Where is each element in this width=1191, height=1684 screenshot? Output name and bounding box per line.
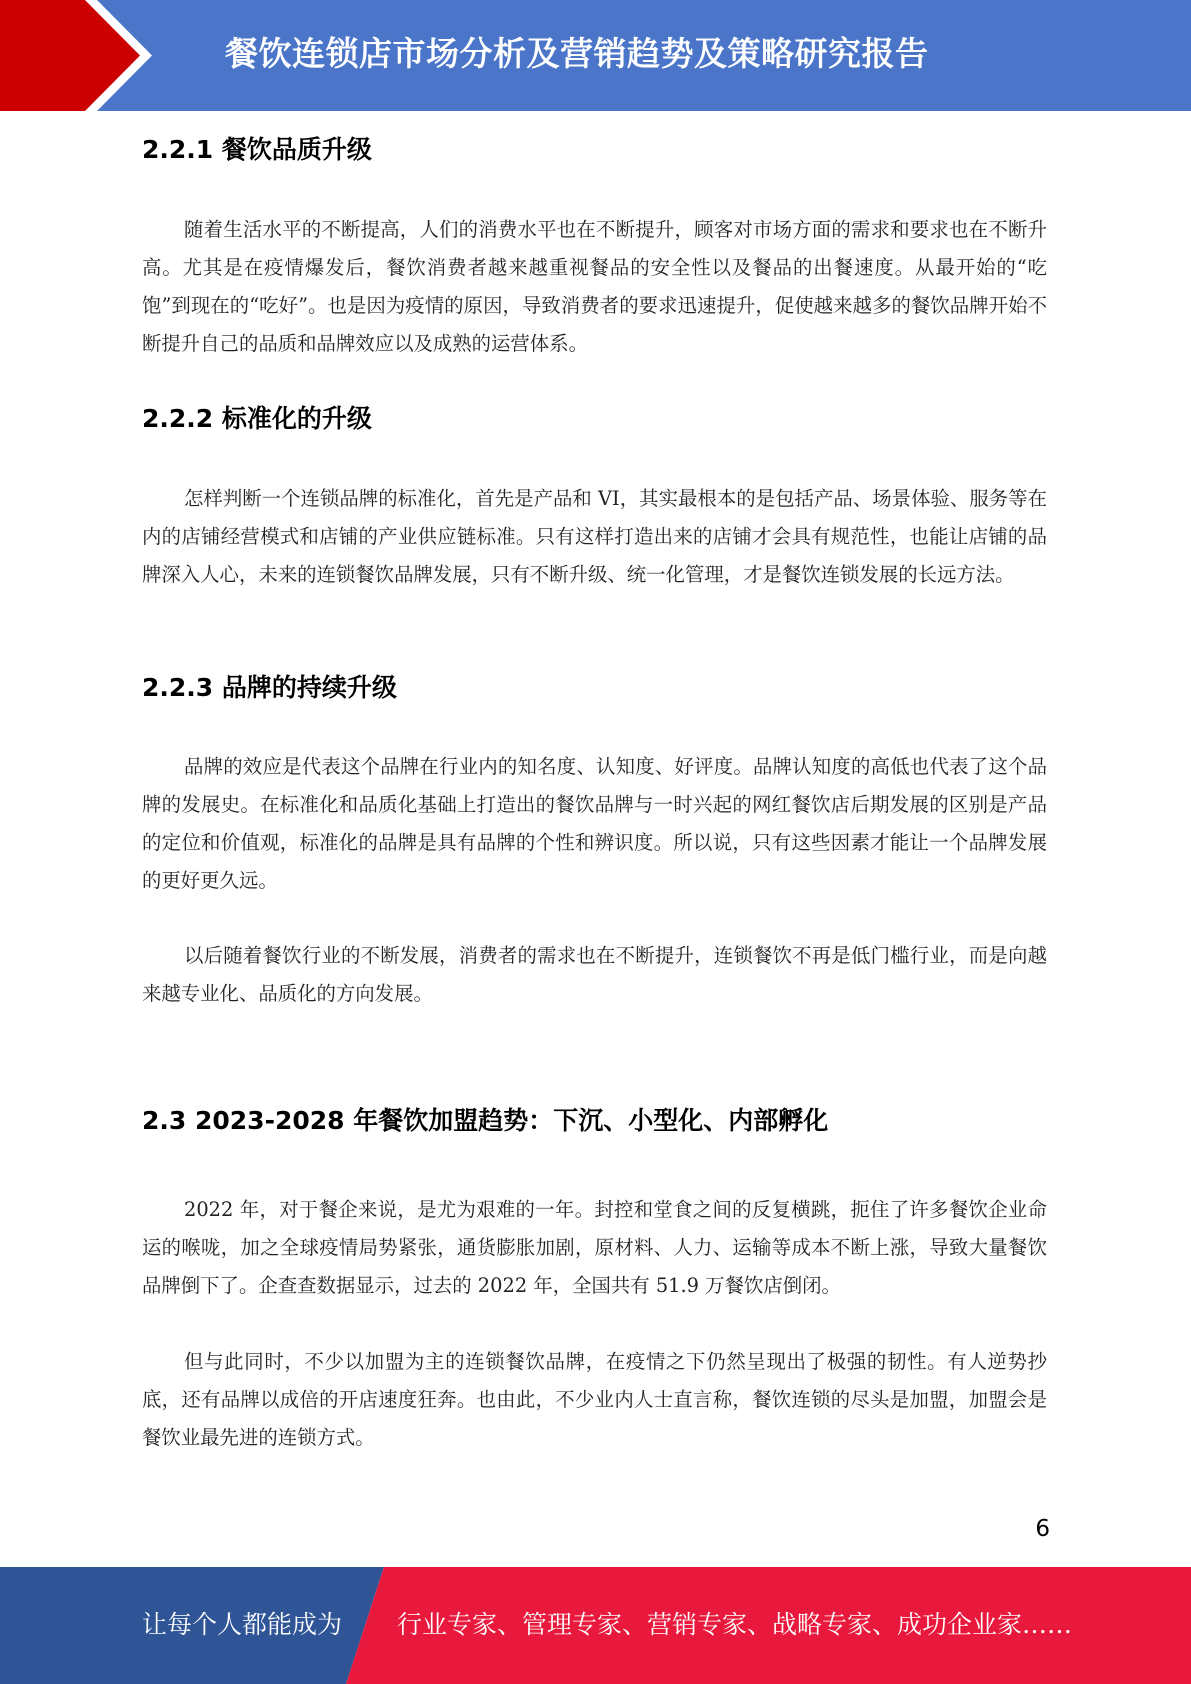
footer-banner xyxy=(0,1567,1191,1684)
paragraph: 怎样判断一个连锁品牌的标准化，首先是产品和 VI，其实最根本的是包括产品、场景体验、服务等在内的店铺经营模式和店铺的产业供应链标准。只有这样打造出来的店铺才会具有规范性，也能让店铺的品牌深入人心，未来的连锁餐饮品牌发展，只有不断升级、统一化管理，才是餐饮连锁发展的长远方法。 xyxy=(142,487,1047,586)
report-title: 餐饮连锁店市场分析及营销趋势及策略研究报告 xyxy=(225,34,929,73)
footer-slogan-lead: 让每个人都能成为 xyxy=(142,1610,343,1639)
header-banner xyxy=(0,0,1191,111)
header-chevron-decoration xyxy=(0,0,160,111)
section-heading-2-2-3: 2.2.3 品牌的持续升级 xyxy=(142,673,397,702)
paragraph: 品牌的效应是代表这个品牌在行业内的知名度、认知度、好评度。品牌认知度的高低也代表了这个品牌的发展史。在标准化和品质化基础上打造出的餐饮品牌与一时兴起的网红餐饮店后期发展的区别是产品的定位和价值观，标准化的品牌是具有品牌的个性和辨识度。所以说，只有这些因素才能让一个品牌发展的更好更久远。 xyxy=(142,755,1047,892)
paragraph: 2022 年，对于餐企来说，是尤为艰难的一年。封控和堂食之间的反复横跳，扼住了许多餐饮企业命运的喉咙，加之全球疫情局势紧张，通货膨胀加剧，原材料、人力、运输等成本不断上涨，导致大量餐饮品牌倒下了。企查查数据显示，过去的 2022 年，全国共有 51.9 万餐饮店倒闭。 xyxy=(142,1198,1047,1297)
section-heading-2-3: 2.3 2023-2028 年餐饮加盟趋势：下沉、小型化、内部孵化 xyxy=(142,1106,829,1135)
footer-slogan-roles: 行业专家、管理专家、营销专家、战略专家、成功企业家…… xyxy=(397,1610,1073,1639)
paragraph: 但与此同时，不少以加盟为主的连锁餐饮品牌，在疫情之下仍然呈现出了极强的韧性。有人逆势抄底，还有品牌以成倍的开店速度狂奔。也由此，不少业内人士直言称，餐饮连锁的尽头是加盟，加盟会是餐饮业最先进的连锁方式。 xyxy=(142,1350,1047,1449)
section-heading-2-2-1: 2.2.1 餐饮品质升级 xyxy=(142,135,372,164)
section-heading-2-2-2: 2.2.2 标准化的升级 xyxy=(142,404,372,433)
paragraph: 随着生活水平的不断提高，人们的消费水平也在不断提升，顾客对市场方面的需求和要求也在不断升高。尤其是在疫情爆发后，餐饮消费者越来越重视餐品的安全性以及餐品的出餐速度。从最开始的“吃饱”到现在的“吃好”。也是因为疫情的原因，导致消费者的要求迅速提升，促使越来越多的餐饮品牌开始不断提升自己的品质和品牌效应以及成熟的运营体系。 xyxy=(142,218,1047,355)
page-number: 6 xyxy=(1035,1516,1050,1542)
paragraph: 以后随着餐饮行业的不断发展，消费者的需求也在不断提升，连锁餐饮不再是低门槛行业，而是向越来越专业化、品质化的方向发展。 xyxy=(142,944,1047,1005)
